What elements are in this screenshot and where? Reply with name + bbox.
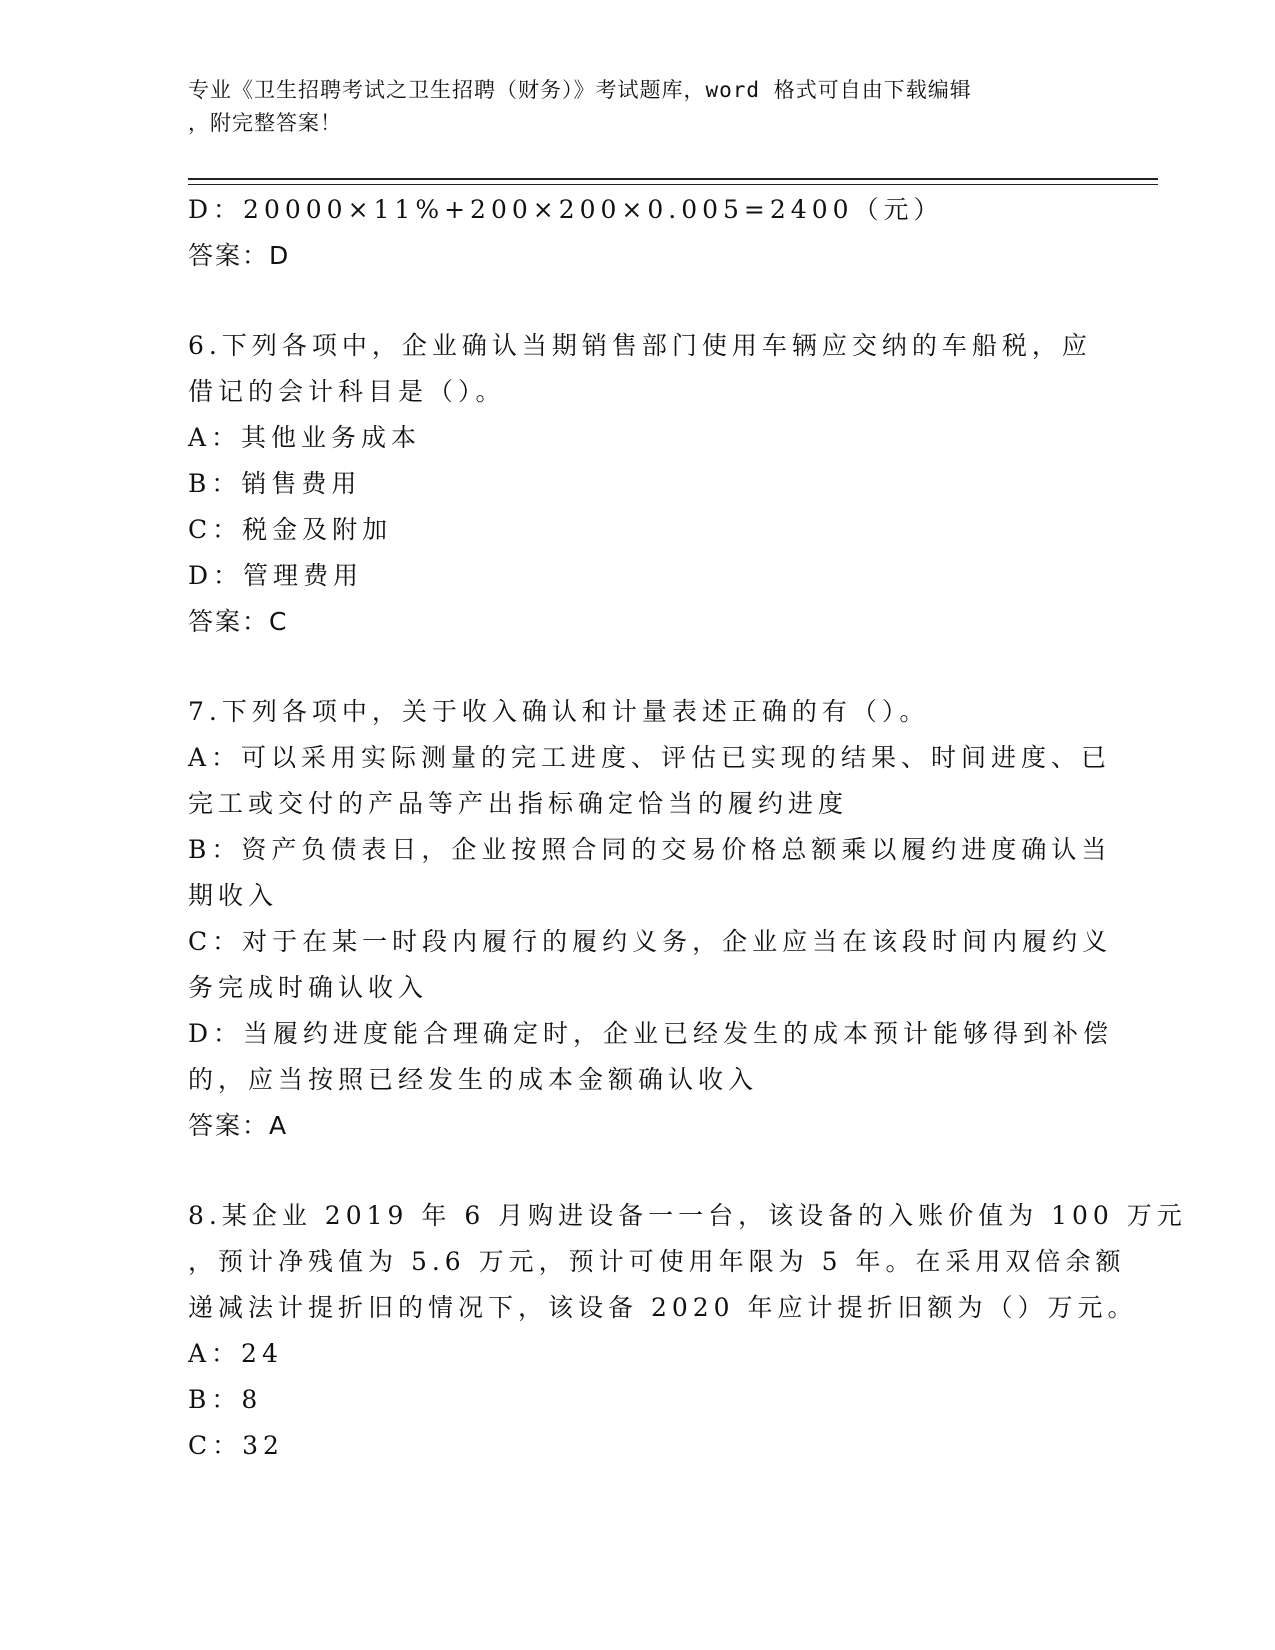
option-a: A：可以采用实际测量的完工进度、评估已实现的结果、时间进度、已 <box>188 743 1112 772</box>
question-stem: 递减法计提折旧的情况下，该设备 2020 年应计提折旧额为（）万元。 <box>188 1293 1138 1322</box>
option-a-cont: 完工或交付的产品等产出指标确定恰当的履约进度 <box>188 789 849 818</box>
option-b: B：8 <box>188 1385 263 1414</box>
question-7 <box>188 689 1114 1149</box>
question-5-tail <box>188 187 1088 279</box>
answer: 答案：C <box>188 607 289 636</box>
header-line-1: 专业《卫生招聘考试之卫生招聘（财务）》考试题库，word 格式可自由下载编辑 <box>188 78 972 102</box>
option-a: A：其他业务成本 <box>188 423 422 452</box>
option-b: B：资产负债表日，企业按照合同的交易价格总额乘以履约进度确认当 <box>188 835 1112 864</box>
answer: 答案：D <box>188 241 291 270</box>
option-d: D：管理费用 <box>188 561 364 590</box>
spacer <box>188 645 1088 689</box>
question-stem: 6.下列各项中，企业确认当期销售部门使用车辆应交纳的车船税，应 <box>188 331 1092 360</box>
question-6 <box>188 323 1092 645</box>
option-d: D：20000×11%+200×200×0.005=2400（元） <box>188 195 944 224</box>
spacer <box>188 1149 1088 1193</box>
header-rule-thin <box>188 184 1158 185</box>
question-stem: 8.某企业 2019 年 6 月购进设备一一台，该设备的入账价值为 100 万元 <box>188 1201 1187 1230</box>
header-rule-thick <box>188 178 1158 180</box>
header-line-2: ，附完整答案！ <box>188 111 342 135</box>
option-c-cont: 务完成时确认收入 <box>188 973 429 1002</box>
option-b: B：销售费用 <box>188 469 362 498</box>
option-b-cont: 期收入 <box>188 881 279 910</box>
question-stem: 7.下列各项中，关于收入确认和计量表述正确的有（）。 <box>188 697 930 726</box>
question-list <box>188 187 1187 1469</box>
spacer <box>188 279 1088 323</box>
question-stem: 借记的会计科目是（）。 <box>188 377 506 406</box>
document-header <box>188 74 1068 140</box>
option-a: A：24 <box>188 1339 283 1368</box>
option-c: C：对于在某一时段内履行的履约义务，企业应当在该段时间内履约义 <box>188 927 1113 956</box>
option-d-cont: 的，应当按照已经发生的成本金额确认收入 <box>188 1065 759 1094</box>
option-c: C：税金及附加 <box>188 515 393 544</box>
option-d: D：当履约进度能合理确定时，企业已经发生的成本预计能够得到补偿 <box>188 1019 1114 1048</box>
option-c: C：32 <box>188 1431 284 1460</box>
answer: 答案：A <box>188 1111 289 1140</box>
question-stem: ，预计净残值为 5.6 万元，预计可使用年限为 5 年。在采用双倍余额 <box>188 1247 1126 1276</box>
question-8 <box>188 1193 1187 1469</box>
